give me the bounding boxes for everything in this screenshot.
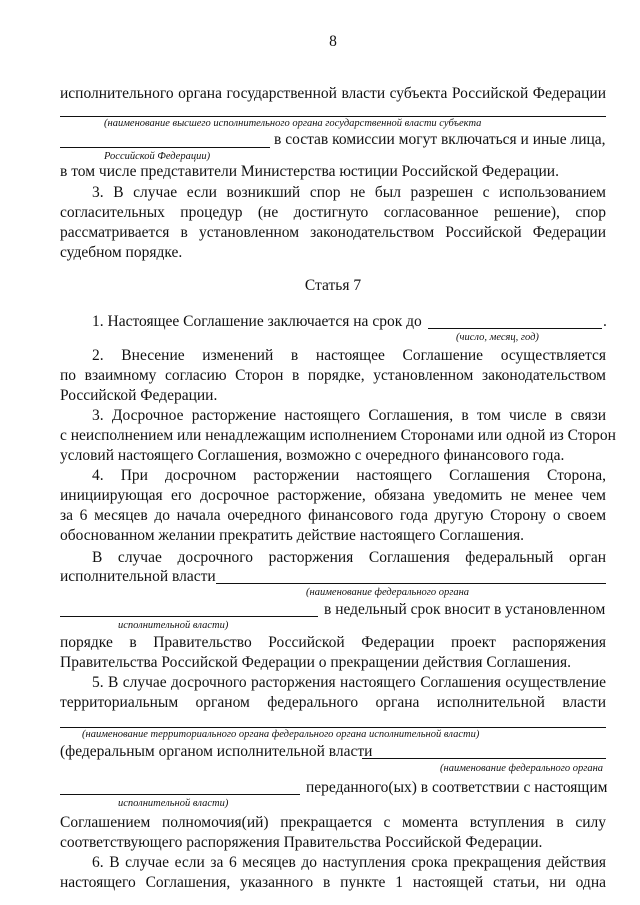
field-note: (наименование высшего исполнительного органа государственной власти субъекта <box>104 118 482 129</box>
text-line: Российской Федерации. <box>60 387 218 404</box>
text-line: (федеральным органом исполнительной власти <box>60 743 373 760</box>
text-line: настоящего Соглашения, указанного в пункте 1 настоящей статьи, ни одна <box>60 874 606 891</box>
blank-line <box>362 758 606 759</box>
text-line: рассматривается в установленном законодательством Российской Федерации <box>60 224 606 241</box>
blank-line <box>216 583 606 584</box>
text-line: согласительных процедур (не достигнуто согласованное решение), спор <box>60 204 606 221</box>
text-line: 3. Досрочное расторжение настоящего Соглашения, в том числе в связи <box>92 407 606 424</box>
text-line: судебном порядке. <box>60 244 183 261</box>
text-line: исполнительной власти <box>60 568 216 585</box>
text-line: обоснованном желании прекратить действие настоящего Соглашения. <box>60 527 525 544</box>
text-line: за 6 месяцев до начала очередного финансового года другую Сторону о своем <box>60 507 606 524</box>
text-line: 3. В случае если возникший спор не был разрешен с использованием <box>92 184 606 201</box>
text-line: условий настоящего Соглашения, возможно с очередного финансового года. <box>60 447 565 464</box>
text-line: порядке в Правительство Российской Федерации проект распоряжения <box>60 634 606 651</box>
text-line: Правительства Российской Федерации о прекращении действия Соглашения. <box>60 654 572 671</box>
text-line: по взаимному согласию Сторон в порядке, установленном законодательством <box>60 367 606 384</box>
page-number: 8 <box>329 33 337 50</box>
field-note: исполнительной власти) <box>118 798 229 809</box>
text-line: территориальным органом федерального органа исполнительной власти <box>60 694 606 711</box>
text-line: исполнительного органа государственной власти субъекта Российской Федерации <box>60 85 606 102</box>
text-line: переданного(ых) в соответствии с настоящим <box>306 779 608 796</box>
text-line: в недельный срок вносит в установленном <box>324 601 606 618</box>
text-line: 1. Настоящее Соглашение заключается на срок до <box>92 313 422 330</box>
blank-line <box>60 147 270 148</box>
blank-line <box>428 328 602 329</box>
text-line: В случае досрочного расторжения Соглашения федеральный орган <box>92 549 606 566</box>
text-line: 5. В случае досрочного расторжения настоящего Соглашения осуществление <box>92 674 606 691</box>
text-line: с неисполнением или ненадлежащим исполнением Сторонами или одной из Сторон <box>60 427 616 444</box>
blank-line <box>60 794 300 795</box>
text-line: соответствующего распоряжения Правительства Российской Федерации. <box>60 834 543 851</box>
text-line: . <box>603 313 607 330</box>
text-line: 6. В случае если за 6 месяцев до наступления срока прекращения действия <box>92 854 606 871</box>
field-note: (наименование федерального органа <box>440 763 604 774</box>
text-line: 4. При досрочном расторжении настоящего Соглашения Сторона, <box>92 467 606 484</box>
text-line: Соглашением полномочия(ий) прекращается с момента вступления в силу <box>60 814 606 831</box>
field-note: (наименование территориального органа федерального органа исполнительной власти) <box>82 729 480 740</box>
field-note: (число, месяц, год) <box>456 332 539 343</box>
text-line: в том числе представители Министерства юстиции Российской Федерации. <box>60 163 559 180</box>
text-line: 2. Внесение изменений в настоящее Соглашение осуществляется <box>92 347 606 364</box>
text-line: в состав комиссии могут включаться и иные лица, <box>274 131 606 148</box>
blank-line <box>60 616 318 617</box>
article-heading: Статья 7 <box>304 277 362 294</box>
field-note: исполнительной власти) <box>118 620 229 631</box>
field-note: (наименование федерального органа <box>306 587 470 598</box>
text-line: инициирующая его досрочное расторжение, обязана уведомить не менее чем <box>60 487 606 504</box>
field-note: Российской Федерации) <box>104 151 211 162</box>
